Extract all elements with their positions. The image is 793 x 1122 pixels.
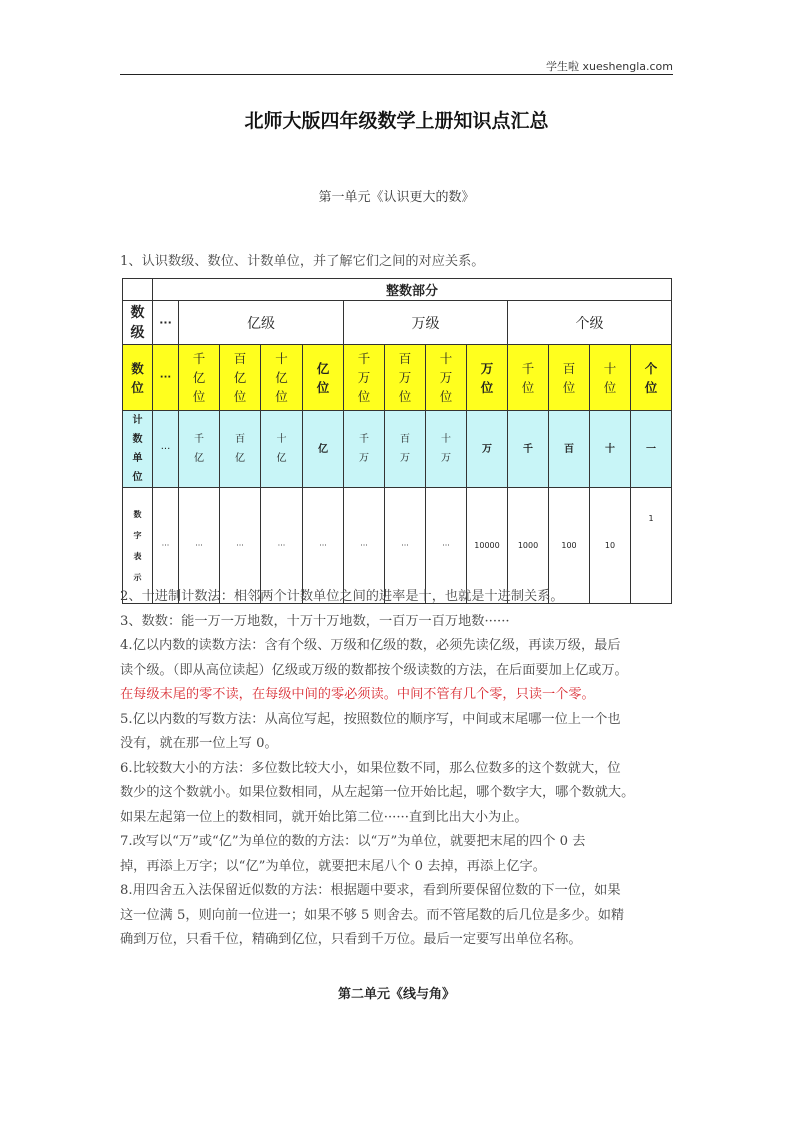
paragraph-7-line-2: 掉，再添上万字；以“亿”为单位，就要把末尾八个 0 去掉，再添上亿字。 (120, 859, 546, 874)
number-place-table (122, 278, 672, 604)
number-cell: 1000 (508, 488, 549, 604)
place-cell: 十 亿 位 (261, 345, 303, 411)
paragraph-4-line-1: 4.亿以内数的读数方法：含有个级、万级和亿级的数，必须先读亿级，再读万级，最后 (120, 638, 621, 653)
paragraph-7-line-1: 7.改写以“万”或“亿”为单位的数的方法：以“万”为单位，就要把末尾的四个 0 去 (120, 834, 586, 849)
place-cell: 万 位 (467, 345, 508, 411)
number-cell: ··· (426, 488, 467, 604)
unit-cell: 十 亿 (261, 411, 303, 488)
number-cell: ··· (344, 488, 385, 604)
place-cell: 十 位 (590, 345, 631, 411)
place-label: 数 位 (123, 345, 153, 411)
unit2-heading: 第二单元《线与角》 (337, 987, 455, 1002)
paragraph-4-line-2: 读个级。（即从高位读起）亿级或万级的数都按个级读数的方法，在后面要加上亿或万。 (120, 663, 628, 678)
unit-cell: 亿 (303, 411, 344, 488)
number-cell: ··· (179, 488, 220, 604)
paragraph-5-line-1: 5.亿以内数的写数方法：从高位写起，按照数位的顺序写，中间或末尾哪一位上一个也 (120, 712, 621, 727)
number-cell: 10 (590, 488, 631, 604)
number-cell: ··· (303, 488, 344, 604)
level-yi: 亿级 (179, 301, 344, 345)
place-cell: 十 万 位 (426, 345, 467, 411)
unit-label: 计 数 单 位 (123, 411, 153, 488)
place-cell: 千 位 (508, 345, 549, 411)
paragraph-3: 3、数数：能一万一万地数，十万十万地数，一百万一百万地数······ (120, 614, 510, 629)
table-header-row (123, 279, 672, 301)
corner-cell (123, 279, 153, 301)
place-cell: 千 万 位 (344, 345, 385, 411)
paragraph-5-line-2: 没有，就在那一位上写 0。 (120, 736, 278, 751)
unit-cell: 千 (508, 411, 549, 488)
unit-cell: 百 亿 (220, 411, 261, 488)
unit-cell: 十 (590, 411, 631, 488)
number-label: 数 字 表 示 (123, 488, 153, 604)
level-wan: 万级 (344, 301, 508, 345)
number-cell: ··· (261, 488, 303, 604)
number-cell: 100 (549, 488, 590, 604)
unit1-heading: 第一单元《认识更大的数》 (318, 190, 475, 205)
number-cell: ··· (220, 488, 261, 604)
paragraph-8-line-2: 这一位满 5，则向前一位进一；如果不够 5 则舍去。而不管尾数的后几位是多少。如精 (120, 908, 625, 923)
unit-cell: 千 万 (344, 411, 385, 488)
unit-cell: 百 万 (385, 411, 426, 488)
paragraph-6-line-2: 数少的这个数就小。如果位数相同，从左起第一位开始比起，哪个数字大，哪个数就大。 (120, 785, 635, 800)
place-cell: 百 万 位 (385, 345, 426, 411)
place-cell: ··· (153, 345, 179, 411)
paragraph-8-line-1: 8.用四舍五入法保留近似数的方法：根据题中要求，看到所要保留位数的下一位，如果 (120, 883, 621, 898)
integer-part-header: 整数部分 (153, 279, 672, 301)
place-cell: 千 亿 位 (179, 345, 220, 411)
paragraph-4-highlight: 在每级末尾的零不读，在每级中间的零必须读。中间不管有几个零，只读一个零。 (120, 687, 595, 702)
document-title: 北师大版四年级数学上册知识点汇总 (244, 110, 549, 132)
number-cell: ··· (385, 488, 426, 604)
paragraph-2: 2、十进制计数法：相邻两个计数单位之间的进率是十，也就是十进制关系。 (120, 589, 564, 604)
paragraph-8-line-3: 确到万位，只看千位，精确到亿位，只看到千万位。最后一定要写出单位名称。 (120, 932, 582, 947)
place-cell: 百 亿 位 (220, 345, 261, 411)
unit-cell: 一 (631, 411, 672, 488)
number-cell: 1 (631, 488, 672, 604)
level-ellipsis: ··· (153, 301, 179, 345)
paragraph-6-line-3: 如果左起第一位上的数相同，就开始比第二位······直到比出大小为止。 (120, 810, 528, 825)
place-row (123, 345, 672, 411)
place-cell: 个 位 (631, 345, 672, 411)
level-label: 数 级 (123, 301, 153, 345)
unit-cell: 千 亿 (179, 411, 220, 488)
unit-cell: 百 (549, 411, 590, 488)
number-cell: 10000 (467, 488, 508, 604)
number-cell: ··· (153, 488, 179, 604)
item-1: 1、认识数级、数位、计数单位，并了解它们之间的对应关系。 (120, 254, 485, 269)
unit-cell: 万 (467, 411, 508, 488)
level-ge: 个级 (508, 301, 672, 345)
unit-cell: 十 万 (426, 411, 467, 488)
paragraph-6-line-1: 6.比较数大小的方法：多位数比较大小，如果位数不同，那么位数多的这个数就大，位 (120, 761, 621, 776)
unit-cell: ··· (153, 411, 179, 488)
unit-row (123, 411, 672, 488)
place-cell: 百 位 (549, 345, 590, 411)
place-cell: 亿 位 (303, 345, 344, 411)
header-rule (120, 74, 673, 75)
site-watermark: 学生啦 xueshengla.com (546, 60, 673, 73)
level-row (123, 301, 672, 345)
